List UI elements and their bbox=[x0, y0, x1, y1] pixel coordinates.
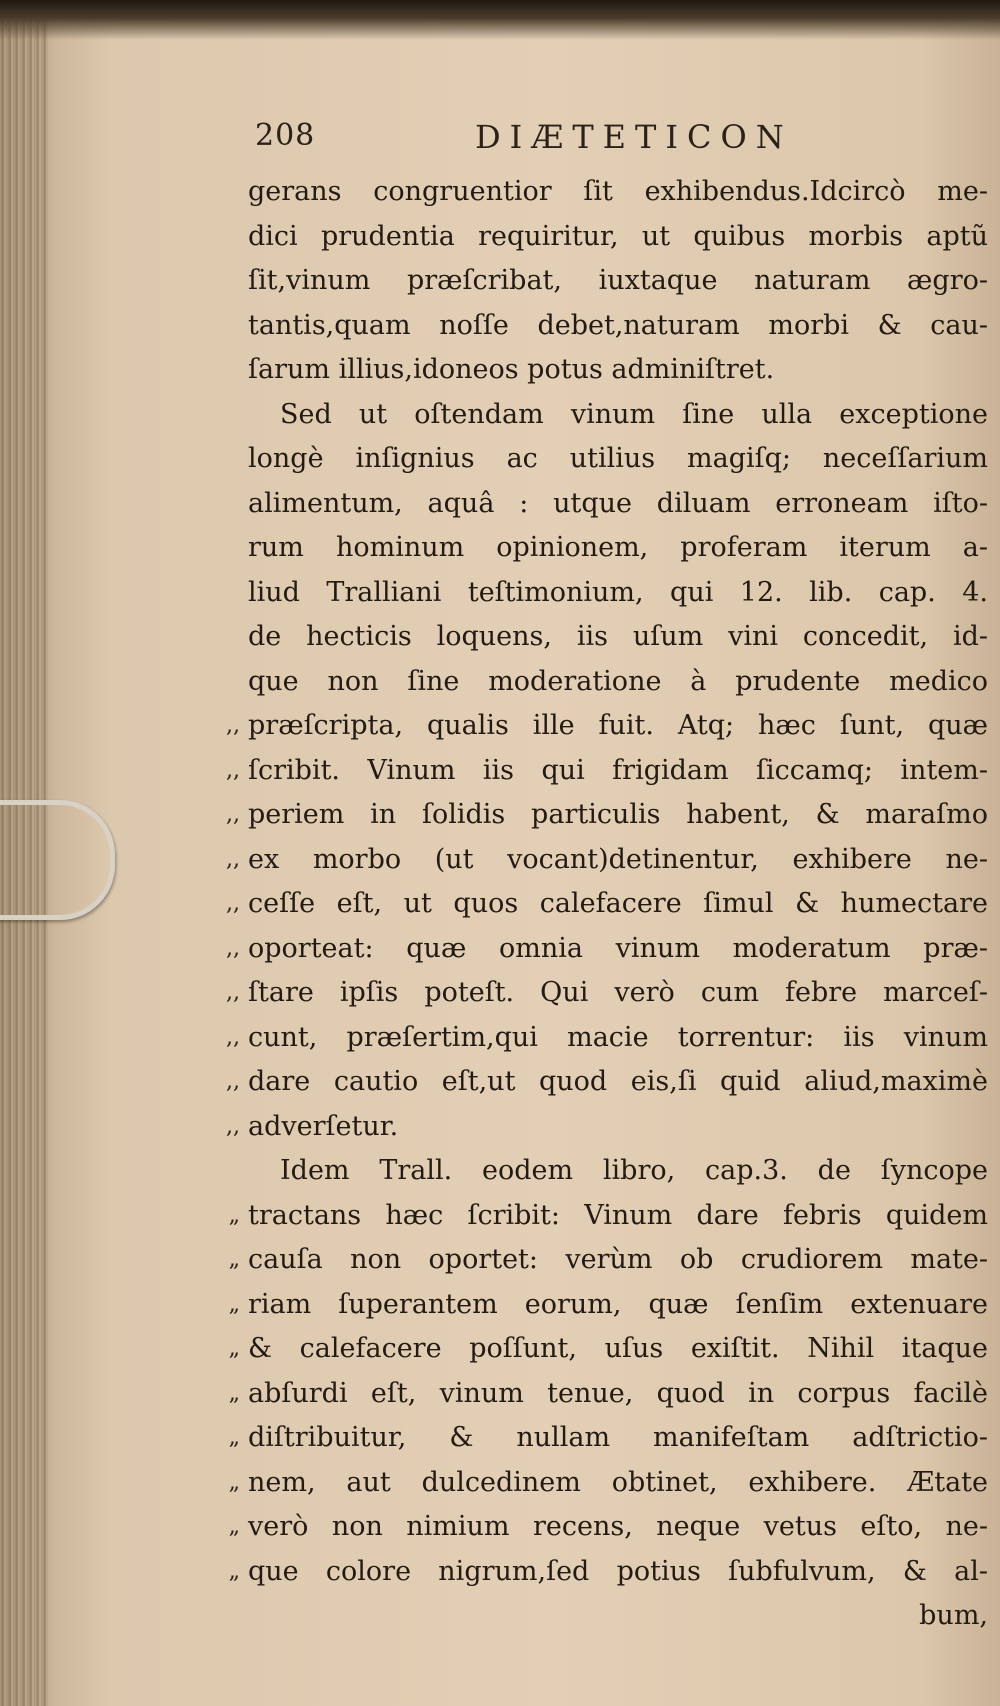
text-line bbox=[226, 1060, 988, 1105]
line-text: adverſetur. bbox=[248, 1110, 399, 1142]
quotation-mark: „ bbox=[228, 1202, 240, 1228]
quotation-mark: „ bbox=[228, 1514, 240, 1539]
line-text: præſcripta, qualis ille fuit. Atq; hæc ſunt, quæ bbox=[248, 710, 988, 741]
text-line bbox=[248, 526, 988, 571]
text-line bbox=[226, 882, 988, 927]
text-line bbox=[248, 615, 988, 660]
line-text: riam ſuperantem eorum, quæ ſenſim extenuare bbox=[248, 1288, 988, 1320]
text-line bbox=[248, 437, 988, 482]
line-text: ſcribit. Vinum iis qui frigidam ſiccamq; intem- bbox=[248, 754, 988, 786]
line-text: liud Tralliani teſtimonium, qui 12. lib. cap. 4. bbox=[248, 576, 988, 608]
quotation-mark: ,, bbox=[226, 757, 240, 783]
quotation-mark: ,, bbox=[226, 1113, 240, 1139]
quotation-mark: ,, bbox=[226, 1069, 240, 1094]
text-line bbox=[228, 1461, 988, 1506]
quotation-mark: ,, bbox=[226, 980, 240, 1005]
quotation-mark: „ bbox=[228, 1469, 240, 1495]
line-text: periem in ſolidis particulis habent, & maraſmo bbox=[248, 799, 988, 830]
text-line bbox=[248, 482, 988, 527]
text-line bbox=[226, 971, 988, 1016]
quotation-mark: ,, bbox=[226, 846, 240, 872]
line-text: alimentum, aquâ : utque diluam erroneam iſto- bbox=[248, 487, 988, 519]
text-line bbox=[226, 1105, 988, 1150]
line-text: diſtribuitur, & nullam manifeſtam adſtrictio- bbox=[248, 1422, 988, 1453]
line-text: nem, aut dulcedinem obtinet, exhibere. Ætate bbox=[248, 1466, 988, 1498]
quotation-mark: ,, bbox=[226, 891, 240, 916]
line-text: dici prudentia requiritur, ut quibus morbis aptũ bbox=[248, 220, 988, 252]
line-text: ſtare ipſis poteſt. Qui verò cum febre marceſ- bbox=[248, 977, 988, 1008]
line-text: rum hominum opinionem, proferam iterum a- bbox=[248, 532, 988, 563]
line-text: dare cautio eſt,ut quod eis,ſi quid aliud,maximè bbox=[248, 1066, 988, 1097]
line-text: & calefacere poſſunt, uſus exiſtit. Nihil itaque bbox=[248, 1333, 988, 1364]
text-line bbox=[248, 348, 988, 393]
text-line bbox=[228, 1283, 988, 1328]
text-line bbox=[248, 660, 988, 705]
line-text: ſit,vinum præſcribat, iuxtaque naturam ægro- bbox=[248, 265, 988, 296]
line-text: que non ſine moderatione à prudente medico bbox=[248, 665, 988, 697]
line-text: tractans hæc ſcribit: Vinum dare febris quidem bbox=[248, 1199, 988, 1231]
line-text: Sed ut oſtendam vinum ſine ulla exceptione bbox=[280, 398, 988, 430]
text-line bbox=[226, 838, 988, 883]
text-line bbox=[248, 215, 988, 260]
page-clip bbox=[0, 800, 115, 920]
line-text: cunt, præſertim,qui macie torrentur: iis vinum bbox=[248, 1021, 988, 1053]
line-text: que colore nigrum,ſed potius ſubfulvum, & al- bbox=[248, 1555, 988, 1587]
quotation-mark: ,, bbox=[226, 802, 240, 827]
line-text: longè inſignius ac utilius magiſq; neceſſarium bbox=[248, 443, 988, 474]
line-text: ceſſe eſt, ut quos calefacere ſimul & humectare bbox=[248, 888, 988, 919]
line-text: ex morbo (ut vocant)detinentur, exhibere ne- bbox=[248, 843, 988, 875]
text-line bbox=[228, 1550, 988, 1595]
body-text bbox=[226, 170, 988, 1639]
quotation-mark: „ bbox=[228, 1380, 240, 1406]
text-line bbox=[226, 927, 988, 972]
line-text: oporteat: quæ omnia vinum moderatum præ- bbox=[248, 932, 988, 964]
text-line bbox=[228, 1238, 988, 1283]
catchword-line bbox=[248, 1594, 988, 1639]
quotation-mark: ,, bbox=[226, 1024, 240, 1050]
quotation-mark: „ bbox=[228, 1425, 240, 1450]
running-title: DIÆTETICON bbox=[475, 118, 793, 156]
text-line bbox=[228, 1372, 988, 1417]
line-text: tantis,quam noſſe debet,naturam morbi & cau- bbox=[248, 309, 988, 341]
text-line bbox=[248, 304, 988, 349]
text-line bbox=[228, 1327, 988, 1372]
line-text: abſurdi eſt, vinum tenue, quod in corpus facilè bbox=[248, 1377, 988, 1409]
page-top-shadow bbox=[0, 0, 1000, 40]
text-line bbox=[248, 571, 988, 616]
quotation-mark: ,, bbox=[226, 713, 240, 738]
catchword: bum, bbox=[919, 1600, 988, 1631]
line-text: ſarum illius,idoneos potus adminiſtret. bbox=[248, 354, 775, 385]
line-text: verò non nimium recens, neque vetus eſto, ne- bbox=[248, 1511, 988, 1542]
text-line bbox=[228, 1194, 988, 1239]
quotation-mark: „ bbox=[228, 1336, 240, 1361]
line-text: cauſa non oportet: verùm ob crudiorem mate- bbox=[248, 1244, 988, 1275]
text-line bbox=[248, 170, 988, 215]
text-line bbox=[228, 1416, 988, 1461]
quotation-mark: „ bbox=[228, 1558, 240, 1584]
quotation-mark: ,, bbox=[226, 935, 240, 961]
page-number: 208 bbox=[255, 118, 316, 153]
text-line bbox=[228, 1505, 988, 1550]
page-header bbox=[255, 118, 815, 158]
text-line bbox=[226, 1016, 988, 1061]
line-text: de hecticis loquens, iis uſum vini concedit, id- bbox=[248, 621, 988, 652]
text-line bbox=[248, 393, 988, 438]
text-line bbox=[226, 704, 988, 749]
text-line bbox=[248, 259, 988, 304]
text-line bbox=[248, 1149, 988, 1194]
quotation-mark: „ bbox=[228, 1291, 240, 1317]
text-line bbox=[226, 793, 988, 838]
line-text: gerans congruentior ſit exhibendus.Idcircò me- bbox=[248, 176, 988, 207]
line-text: Idem Trall. eodem libro, cap.3. de ſyncope bbox=[280, 1155, 988, 1186]
text-line bbox=[226, 749, 988, 794]
quotation-mark: „ bbox=[228, 1247, 240, 1272]
